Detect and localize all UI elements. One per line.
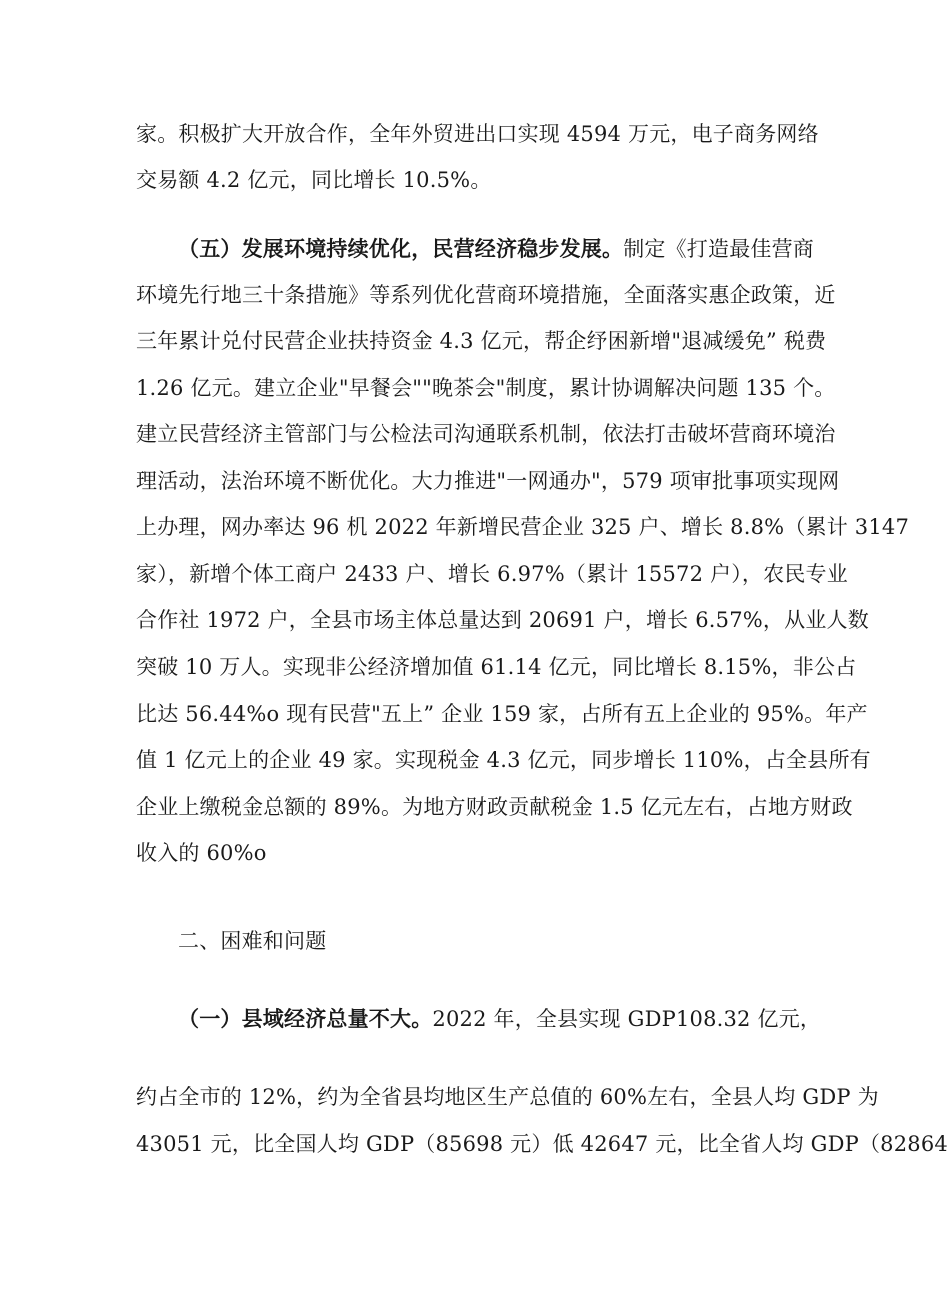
section-heading-bold: （一）县域经济总量不大。 <box>178 1006 433 1031</box>
paragraph-line: 值 1 亿元上的企业 49 家。实现税金 4.3 亿元，同步增长 110%，占全县所有 <box>136 748 871 772</box>
paragraph-line: 收入的 60%o <box>136 841 267 865</box>
paragraph-line: 43051 元，比全国人均 GDP（85698 元）低 42647 元，比全省人均 GDP（82864 <box>136 1132 948 1156</box>
section-heading-line <box>178 1002 838 1036</box>
paragraph-line: 理活动，法治环境不断优化。大力推进"一网通办"，579 项审批事项实现网 <box>136 469 840 493</box>
paragraph-line: 合作社 1972 户，全县市场主体总量达到 20691 户，增长 6.57%，从业人数 <box>136 608 869 632</box>
paragraph-line: 交易额 4.2 亿元，同比增长 10.5%。 <box>136 168 492 192</box>
paragraph-line: 1.26 亿元。建立企业"早餐会""晚茶会"制度，累计协调解决问题 135 个。 <box>136 376 836 400</box>
paragraph-line: 建立民营经济主管部门与公检法司沟通联系机制，依法打击破坏营商环境治 <box>136 422 836 446</box>
paragraph-line: 家），新增个体工商户 2433 户、增长 6.97%（累计 15572 户），农民专业 <box>136 562 848 586</box>
chapter-heading: 二、困难和问题 <box>178 929 327 953</box>
paragraph-line: 约占全市的 12%，约为全省县均地区生产总值的 60%左右，全县人均 GDP 为 <box>136 1085 879 1109</box>
paragraph-line: 比达 56.44%o 现有民营"五上” 企业 159 家，占所有五上企业的 95%。年产 <box>136 702 868 726</box>
paragraph-line: 上办理，网办率达 96 机 2022 年新增民营企业 325 户、增长 8.8%（累计 3147 <box>136 515 910 539</box>
paragraph-line: 三年累计兑付民营企业扶持资金 4.3 亿元，帮企纾困新增"退减缓免” 税费 <box>136 329 827 353</box>
section-heading-line <box>178 232 838 266</box>
paragraph-line: 企业上缴税金总额的 89%。为地方财政贡献税金 1.5 亿元左右，占地方财政 <box>136 795 853 819</box>
section-heading-bold: （五）发展环境持续优化，民营经济稳步发展。 <box>178 236 624 261</box>
paragraph-line: 环境先行地三十条措施》等系列优化营商环境措施，全面落实惠企政策，近 <box>136 283 836 307</box>
paragraph-line: 突破 10 万人。实现非公经济增加值 61.14 亿元，同比增长 8.15%，非公占 <box>136 655 857 679</box>
paragraph-text: 制定《打造最佳营商 <box>623 237 815 261</box>
paragraph-line: 家。积极扩大开放合作，全年外贸进出口实现 4594 万元，电子商务网络 <box>136 122 819 146</box>
paragraph-text: 2022 年，全县实现 GDP108.32 亿元， <box>432 1007 822 1031</box>
